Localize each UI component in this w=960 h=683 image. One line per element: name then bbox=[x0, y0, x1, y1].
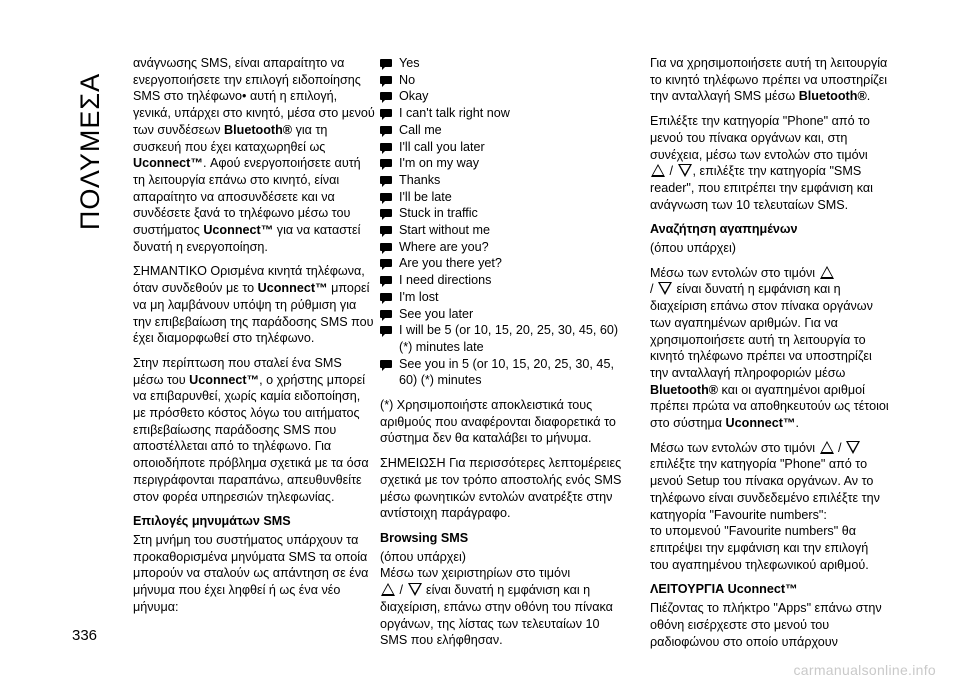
paragraph-voice-note: ΣΗΜΕΙΩΣΗ Για περισσότερες λεπτομέρειες σχετικά με τον τρόπο αποστολής ενός SMS μέσω φωνητικών εντολών ανατρέξτε στην αντίστοιχη παράγραφο. bbox=[380, 456, 622, 521]
paragraph-favourites: Μέσω των εντολών στο τιμόνι / είναι δυνατή η εμφάνιση και η διαχείριση επάνω στον πίνακα οργάνων των αγαπημένων αριθμών. Για να χρησιμοποιήσετε αυτή τη λειτουργία το κινητό τηλέφωνο πρέπει να υποστηρίζει την ανταλλαγή πληροφοριών μέσω Bluetooth® και οι αγαπημένοι αριθμοί πρέπει πρώτα να αποθηκευτούν ως τέτοιοι στο σύστημα Uconnect™. bbox=[650, 265, 889, 431]
message-icon bbox=[380, 293, 392, 301]
arrow-down-icon bbox=[658, 282, 672, 295]
message-icon bbox=[380, 209, 392, 217]
paragraph-apps: Πιέζοντας το πλήκτρο "Apps" επάνω στην οθόνη εισέρχεστε στο μενού του ραδιοφώνου στο οποίο υπάρχουν bbox=[650, 601, 882, 649]
watermark: carmanualsonline.info bbox=[793, 662, 936, 678]
list-item: I'm on my way bbox=[380, 155, 630, 172]
message-icon bbox=[380, 226, 392, 234]
paragraph-favourite-numbers: Μέσω των εντολών στο τιμόνι / επιλέξτε την κατηγορία "Phone" από το μενού Setup του πίνακα οργάνων. Αν το τηλέφωνο είναι συνδεδεμένο επιλέξτε την κατηγορία "Favourite numbers": το υπομενού "Favourite numbers" θα επιτρέψει την εμφάνιση και την επιλογή του αγαπημένου τηλεφωνικού αριθμού. bbox=[650, 440, 880, 572]
favourites-availability: (όπου υπάρχει) bbox=[650, 241, 736, 256]
message-icon bbox=[380, 176, 392, 184]
message-icon bbox=[380, 193, 392, 201]
list-item: Yes bbox=[380, 55, 630, 72]
heading-uconnect-function: ΛΕΙΤΟΥΡΓΙΑ Uconnect™ bbox=[650, 582, 798, 597]
list-item: Start without me bbox=[380, 222, 630, 239]
heading-browsing-sms: Browsing SMS bbox=[380, 530, 469, 545]
list-item: I can't talk right now bbox=[380, 105, 630, 122]
message-list bbox=[380, 55, 630, 389]
message-icon bbox=[380, 92, 392, 100]
list-item: No bbox=[380, 72, 630, 89]
list-item: Where are you? bbox=[380, 239, 630, 256]
browsing-availability: (όπου υπάρχει) bbox=[380, 549, 466, 564]
section-title-text: ΠΟΛΥΜΕΣΑ bbox=[75, 72, 106, 230]
list-item: I'll be late bbox=[380, 189, 630, 206]
message-icon bbox=[380, 159, 392, 167]
message-icon bbox=[380, 59, 392, 67]
page-number: 336 bbox=[72, 627, 98, 644]
arrow-down-icon bbox=[408, 583, 422, 596]
arrow-up-icon bbox=[820, 441, 834, 454]
list-item: See you in 5 (or 10, 15, 20, 25, 30, 45, 60) (*) minutes bbox=[380, 356, 630, 389]
paragraph-sms-reader: Επιλέξτε την κατηγορία "Phone" από το μενού του πίνακα οργάνων και, στη συνέχεια, μέσω των εντολών στο τιμόνι / , επιλέξτε την κατηγορία "SMS reader", που επιτρέπει την εμφάνιση και ανάγνωση των 10 τελευταίων SMS. bbox=[650, 114, 873, 212]
arrow-down-icon bbox=[678, 164, 692, 177]
list-item: Call me bbox=[380, 122, 630, 139]
paragraph-browsing: Μέσω των χειριστηρίων στο τιμόνι / είναι δυνατή η εμφάνιση και η διαχείριση, επάνω στην οθόνη του πίνακα οργάνων, της λίστας των τελευταίων 10 SMS που ελήφθησαν. bbox=[380, 566, 613, 648]
message-icon bbox=[380, 326, 392, 334]
list-item: I'm lost bbox=[380, 289, 630, 306]
list-item: Thanks bbox=[380, 172, 630, 189]
arrow-up-icon bbox=[381, 583, 395, 596]
list-item: See you later bbox=[380, 306, 630, 323]
list-item: Okay bbox=[380, 88, 630, 105]
list-item: Stuck in traffic bbox=[380, 205, 630, 222]
heading-sms-options: Επιλογές μηνυμάτων SMS bbox=[133, 514, 291, 529]
heading-favourites-search: Αναζήτηση αγαπημένων bbox=[650, 222, 798, 237]
paragraph-cost-warning: Στην περίπτωση που σταλεί ένα SMS μέσω του Uconnect™, ο χρήστης μπορεί να επιβαρυνθεί, χωρίς καμία ειδοποίηση, με πρόσθετο κόστος λόγω του αιτήματος επιβεβαίωσης παράδοσης SMS που αποστέλλεται από το τηλέφωνο. Για οποιοδήποτε πρόβλημα σχετικά με τα όσα περιγράφονται παραπάνω, απευθυνθείτε στον φορέα υπηρεσιών τηλεφωνίας. bbox=[133, 355, 369, 504]
column-3 bbox=[650, 55, 890, 658]
paragraph-predefined-messages: Στη μνήμη του συστήματος υπάρχουν τα προκαθορισμένα μηνύματα SMS τα οποία μπορούν να σταλούν ως απάντηση σε ένα μήνυμα που έχει ληφθεί ή ως ένα νέο μήνυμα: bbox=[133, 532, 369, 614]
message-icon bbox=[380, 310, 392, 318]
paragraph-sms-notification: ανάγνωσης SMS, είναι απαραίτητο να ενεργοποιήσετε την επιλογή ειδοποίησης SMS στο τηλέφωνο• αυτή η επιλογή, γενικά, υπάρχει στο κινητό, μέσα στο μενού των συνδέσεων Bluetooth® για τη συσκευή που έχει καταχωρηθεί ως Uconnect™. Αφού ενεργοποιήσετε αυτή τη λειτουργία επάνω στο κινητό, είναι απαραίτητο να αποσυνδέσετε και να συνδέσετε ξανά το τηλέφωνο μέσω του συστήματος Uconnect™ για να καταστεί δυνατή η ενεργοποίηση. bbox=[133, 56, 375, 254]
paragraph-important: ΣΗΜΑΝΤΙΚΟ Ορισμένα κινητά τηλέφωνα, όταν συνδεθούν με το Uconnect™ μπορεί να μη λαμβάνουν υπόψη τη ρύθμιση για την επιβεβαίωση της παράδοσης SMS που έχει διαμορφωθεί στο τηλέφωνο. bbox=[133, 264, 374, 346]
list-item: I will be 5 (or 10, 15, 20, 25, 30, 45, 60) (*) minutes late bbox=[380, 322, 630, 355]
message-icon bbox=[380, 259, 392, 267]
paragraph-note-numbers: (*) Χρησιμοποιήστε αποκλειστικά τους αριθμούς που αναφέρονται διαφορετικά το σύστημα δεν θα καταλάβει το μήνυμα. bbox=[380, 398, 616, 446]
column-2 bbox=[380, 55, 630, 657]
list-item: I'll call you later bbox=[380, 139, 630, 156]
column-1 bbox=[133, 55, 375, 624]
message-icon bbox=[380, 360, 392, 368]
message-icon bbox=[380, 126, 392, 134]
message-icon bbox=[380, 243, 392, 251]
message-icon bbox=[380, 276, 392, 284]
message-icon bbox=[380, 143, 392, 151]
list-item: Are you there yet? bbox=[380, 255, 630, 272]
message-icon bbox=[380, 76, 392, 84]
section-title bbox=[68, 52, 114, 250]
message-icon bbox=[380, 109, 392, 117]
arrow-down-icon bbox=[846, 441, 860, 454]
arrow-up-icon bbox=[651, 164, 665, 177]
list-item: I need directions bbox=[380, 272, 630, 289]
paragraph-bluetooth-support: Για να χρησιμοποιήσετε αυτή τη λειτουργία το κινητό τηλέφωνο πρέπει να υποστηρίζει την ανταλλαγή SMS μέσω Bluetooth®. bbox=[650, 56, 888, 104]
arrow-up-icon bbox=[820, 266, 834, 279]
